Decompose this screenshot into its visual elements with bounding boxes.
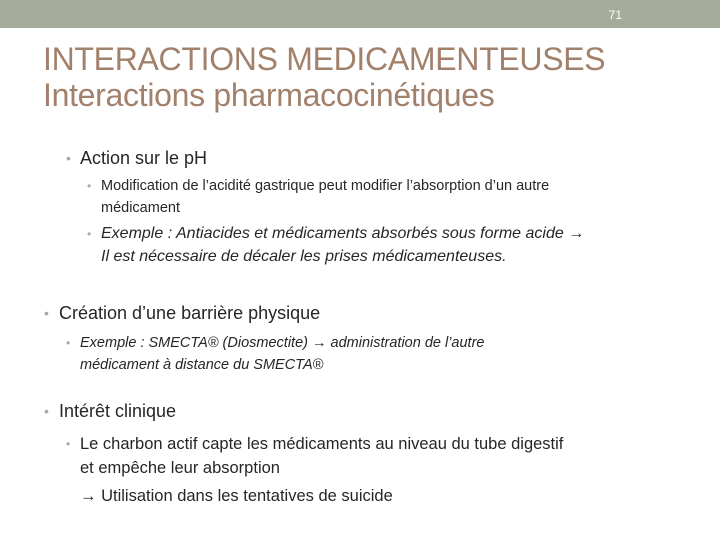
exemple-antiacides-text: Exemple : Antiacides et médicaments absorbés sous forme acide (101, 225, 564, 242)
sub-bullet-smecta (80, 333, 484, 353)
bullet-interet-clinique: Intérêt clinique (59, 401, 177, 421)
smecta-text: Exemple : SMECTA® (Diosmectite) (80, 335, 308, 351)
bullet-icon: • (87, 179, 92, 193)
sub-bullet-decaler-prises: Il est nécessaire de décaler les prises médicamenteuses. (101, 248, 507, 265)
sub-bullet-modification-line2: médicament (101, 200, 180, 216)
administration-text: administration de l’autre (330, 335, 485, 351)
bullet-icon: • (44, 403, 49, 419)
arrow-right-icon: → (568, 225, 585, 242)
sub-bullet-modification-line1: Modification de l’acidité gastrique peut modifier l’absorption d’un autre (101, 178, 550, 194)
title-line-1: INTERACTIONS MEDICAMENTEUSES (43, 41, 606, 77)
bullet-icon: • (87, 227, 92, 241)
bullet-icon: • (66, 437, 71, 451)
bullet-barriere-physique: Création d’une barrière physique (59, 303, 321, 323)
arrow-right-icon: → (80, 487, 97, 505)
title-line-2: Interactions pharmacocinétiques (43, 77, 495, 113)
bullet-icon: • (66, 336, 71, 350)
arrow-right-icon: → (312, 335, 327, 351)
sub-bullet-charbon-line3 (80, 485, 393, 507)
bullet-icon: • (66, 150, 71, 166)
slide-number: 71 (608, 8, 622, 22)
sub-bullet-exemple-antiacides (101, 223, 584, 245)
sub-bullet-charbon-line2: et empêche leur absorption (80, 459, 280, 477)
utilisation-text: Utilisation dans les tentatives de suicide (101, 487, 393, 505)
sub-bullet-smecta-line2: médicament à distance du SMECTA® (80, 357, 324, 373)
bullet-action-ph: Action sur le pH (80, 148, 208, 168)
bullet-icon: • (44, 305, 49, 321)
sub-bullet-charbon-line1: Le charbon actif capte les médicaments au niveau du tube digestif (80, 435, 564, 453)
